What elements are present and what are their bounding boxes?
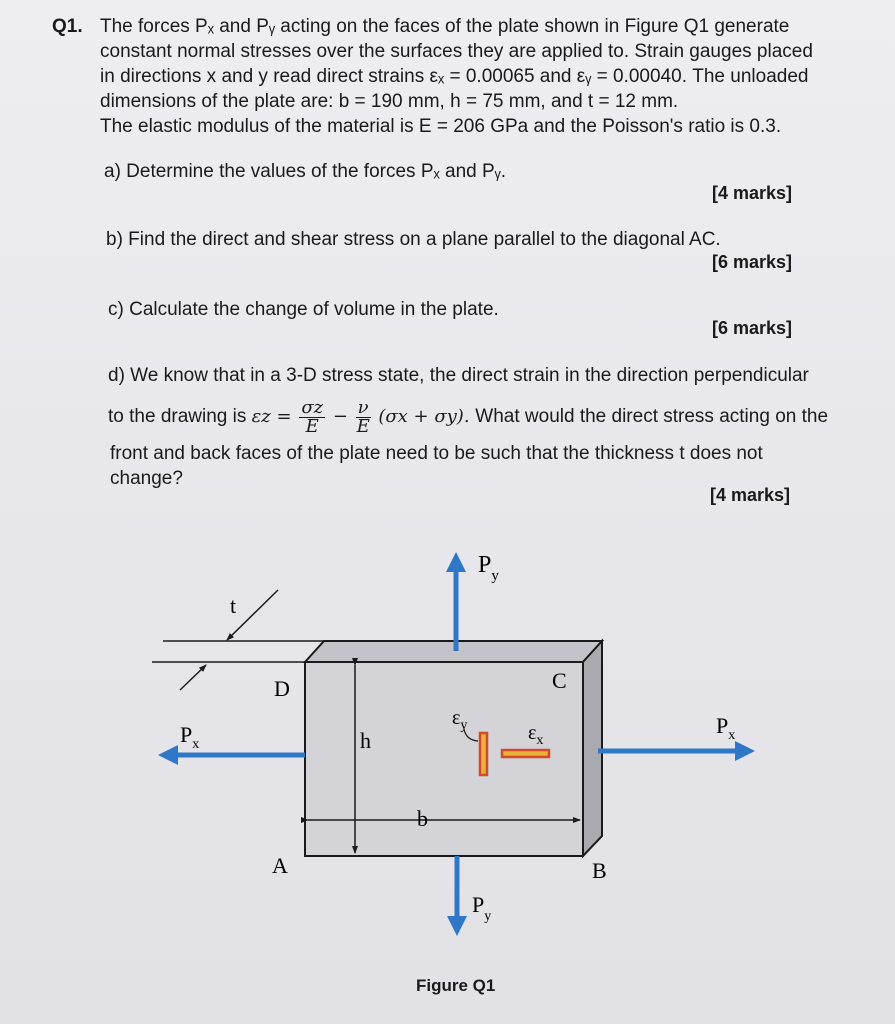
equation-lhs: εz = <box>251 406 292 427</box>
figure-caption: Figure Q1 <box>416 976 496 995</box>
question-line: constant normal stresses over the surfaces they are applied to. Strain gauges placed <box>100 41 813 62</box>
question-line: The forces Pₓ and Pᵧ acting on the faces of the plate shown in Figure Q1 generate <box>100 16 790 37</box>
thickness-arrow-lower <box>180 665 206 690</box>
question-number: Q1. <box>52 16 83 37</box>
strain-gauge-y <box>480 733 487 775</box>
strain-gauge-x <box>502 750 549 757</box>
label-py-top: $P_y$ <box>478 552 499 584</box>
part-d-marks: [4 marks] <box>710 485 791 505</box>
part-d-line3: front and back faces of the plate need to be such that the thickness t does not <box>110 443 763 464</box>
part-c-marks: [6 marks] <box>712 318 793 338</box>
part-b-text: b) Find the direct and shear stress on a plane parallel to the diagonal AC. <box>106 229 721 250</box>
label-epsilon-x: $\varepsilon_x$ <box>528 722 544 748</box>
question-line: in directions x and y read direct strains εₓ = 0.00065 and εᵧ = 0.00040. The unloaded <box>100 66 809 87</box>
equation-fraction-2: $\frac{\nu}{E}$ <box>356 396 370 437</box>
part-a-marks: [4 marks] <box>712 183 793 203</box>
part-b-marks: [6 marks] <box>712 252 793 272</box>
equation-parenthesis: (σx + σy). <box>378 406 470 427</box>
label-epsilon-y: $\varepsilon_y$ <box>452 707 468 733</box>
label-py-bottom: $P_y$ <box>472 892 492 924</box>
equation-fraction-1: $\frac{\sigma z}{E}$ <box>301 396 324 437</box>
label-corner-d: D <box>274 676 290 701</box>
part-a-text: a) Determine the values of the forces Pₓ and Pᵧ. <box>104 161 507 182</box>
label-t: t <box>230 593 237 618</box>
label-px-left: $P_x$ <box>180 722 200 752</box>
part-d-line2-pre: to the drawing is <box>108 406 247 427</box>
label-px-right: $P_x$ <box>716 713 736 743</box>
label-corner-b: B <box>592 858 607 883</box>
equation-minus: − <box>332 406 348 427</box>
part-c-text: c) Calculate the change of volume in the plate. <box>108 299 499 320</box>
label-h: h <box>360 728 371 753</box>
question-line: The elastic modulus of the material is E = 206 GPa and the Poisson's ratio is 0.3. <box>100 116 782 137</box>
label-corner-a: A <box>272 853 288 878</box>
question-line: dimensions of the plate are: b = 190 mm, h = 75 mm, and t = 12 mm. <box>100 91 679 112</box>
part-d-line1: d) We know that in a 3-D stress state, the direct strain in the direction perpendicular <box>108 365 809 386</box>
label-corner-c: C <box>552 668 567 693</box>
part-d-line4: change? <box>110 468 183 489</box>
plate-front-face <box>305 662 583 856</box>
label-b: b <box>417 806 428 831</box>
part-d-line2-post: What would the direct stress acting on the <box>475 406 829 427</box>
